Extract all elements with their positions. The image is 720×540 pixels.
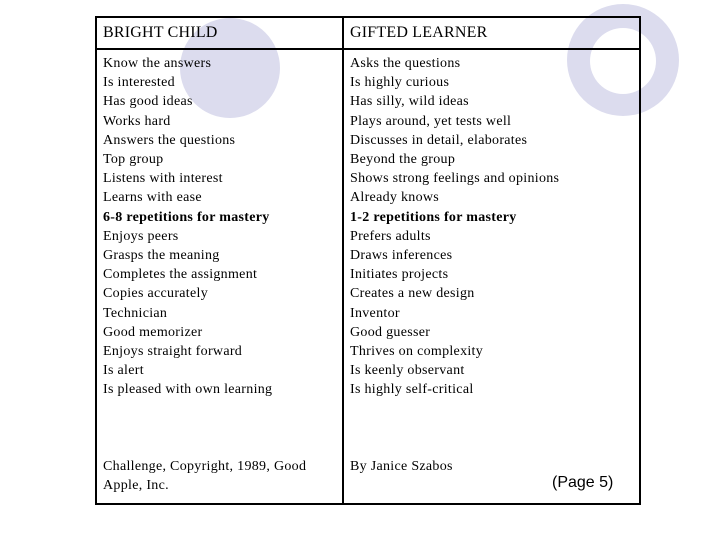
list-item: Is highly self-critical bbox=[350, 382, 474, 398]
list-item: Listens with interest bbox=[103, 171, 223, 187]
list-item: Answers the questions bbox=[103, 132, 236, 148]
list-item: Thrives on complexity bbox=[350, 344, 484, 360]
list-item: Enjoys straight forward bbox=[103, 344, 243, 360]
bright-child-header: BRIGHT CHILD bbox=[103, 24, 218, 41]
list-item: Works hard bbox=[103, 113, 171, 129]
page-number: (Page 5) bbox=[552, 474, 614, 491]
list-item: Asks the questions bbox=[350, 56, 461, 71]
list-item: Technician bbox=[103, 305, 168, 321]
list-item: Creates a new design bbox=[350, 286, 475, 302]
list-item: Has silly, wild ideas bbox=[350, 94, 469, 110]
list-item: Know the answers bbox=[103, 56, 212, 71]
list-item: Is highly curious bbox=[350, 75, 450, 91]
gifted-learner-column bbox=[344, 18, 639, 503]
list-item: Is interested bbox=[103, 75, 175, 91]
copyright-note: Challenge, Copyright, 1989, Good Apple, Inc. bbox=[103, 459, 307, 493]
list-item: Top group bbox=[103, 152, 164, 168]
gifted-learner-header: GIFTED LEARNER bbox=[350, 24, 488, 41]
list-item: Beyond the group bbox=[350, 152, 456, 168]
list-item: Is alert bbox=[103, 363, 144, 379]
list-item: Has good ideas bbox=[103, 94, 193, 110]
list-item: Completes the assignment bbox=[103, 267, 258, 283]
list-item: Enjoys peers bbox=[103, 228, 179, 244]
list-item: Already knows bbox=[350, 190, 440, 206]
author-note: By Janice Szabos bbox=[350, 459, 453, 474]
list-item: Draws inferences bbox=[350, 248, 453, 264]
list-item: Is pleased with own learning bbox=[103, 382, 273, 398]
comparison-table bbox=[95, 16, 641, 505]
list-item: Inventor bbox=[350, 305, 400, 321]
list-item: Plays around, yet tests well bbox=[350, 113, 512, 129]
list-item: 6-8 repetitions for mastery bbox=[103, 209, 270, 225]
list-item: Good memorizer bbox=[103, 324, 203, 340]
gifted-learner-list bbox=[350, 54, 559, 400]
list-item: Grasps the meaning bbox=[103, 248, 220, 264]
list-item: Is keenly observant bbox=[350, 363, 465, 379]
list-item: Good guesser bbox=[350, 324, 431, 340]
list-item: Copies accurately bbox=[103, 286, 209, 302]
list-item: Prefers adults bbox=[350, 228, 431, 244]
list-item: Learns with ease bbox=[103, 190, 202, 206]
bright-child-list bbox=[103, 54, 272, 400]
list-item: 1-2 repetitions for mastery bbox=[350, 209, 517, 225]
list-item: Discusses in detail, elaborates bbox=[350, 132, 528, 148]
list-item: Initiates projects bbox=[350, 267, 449, 283]
bright-child-column bbox=[97, 18, 342, 503]
list-item: Shows strong feelings and opinions bbox=[350, 171, 560, 187]
